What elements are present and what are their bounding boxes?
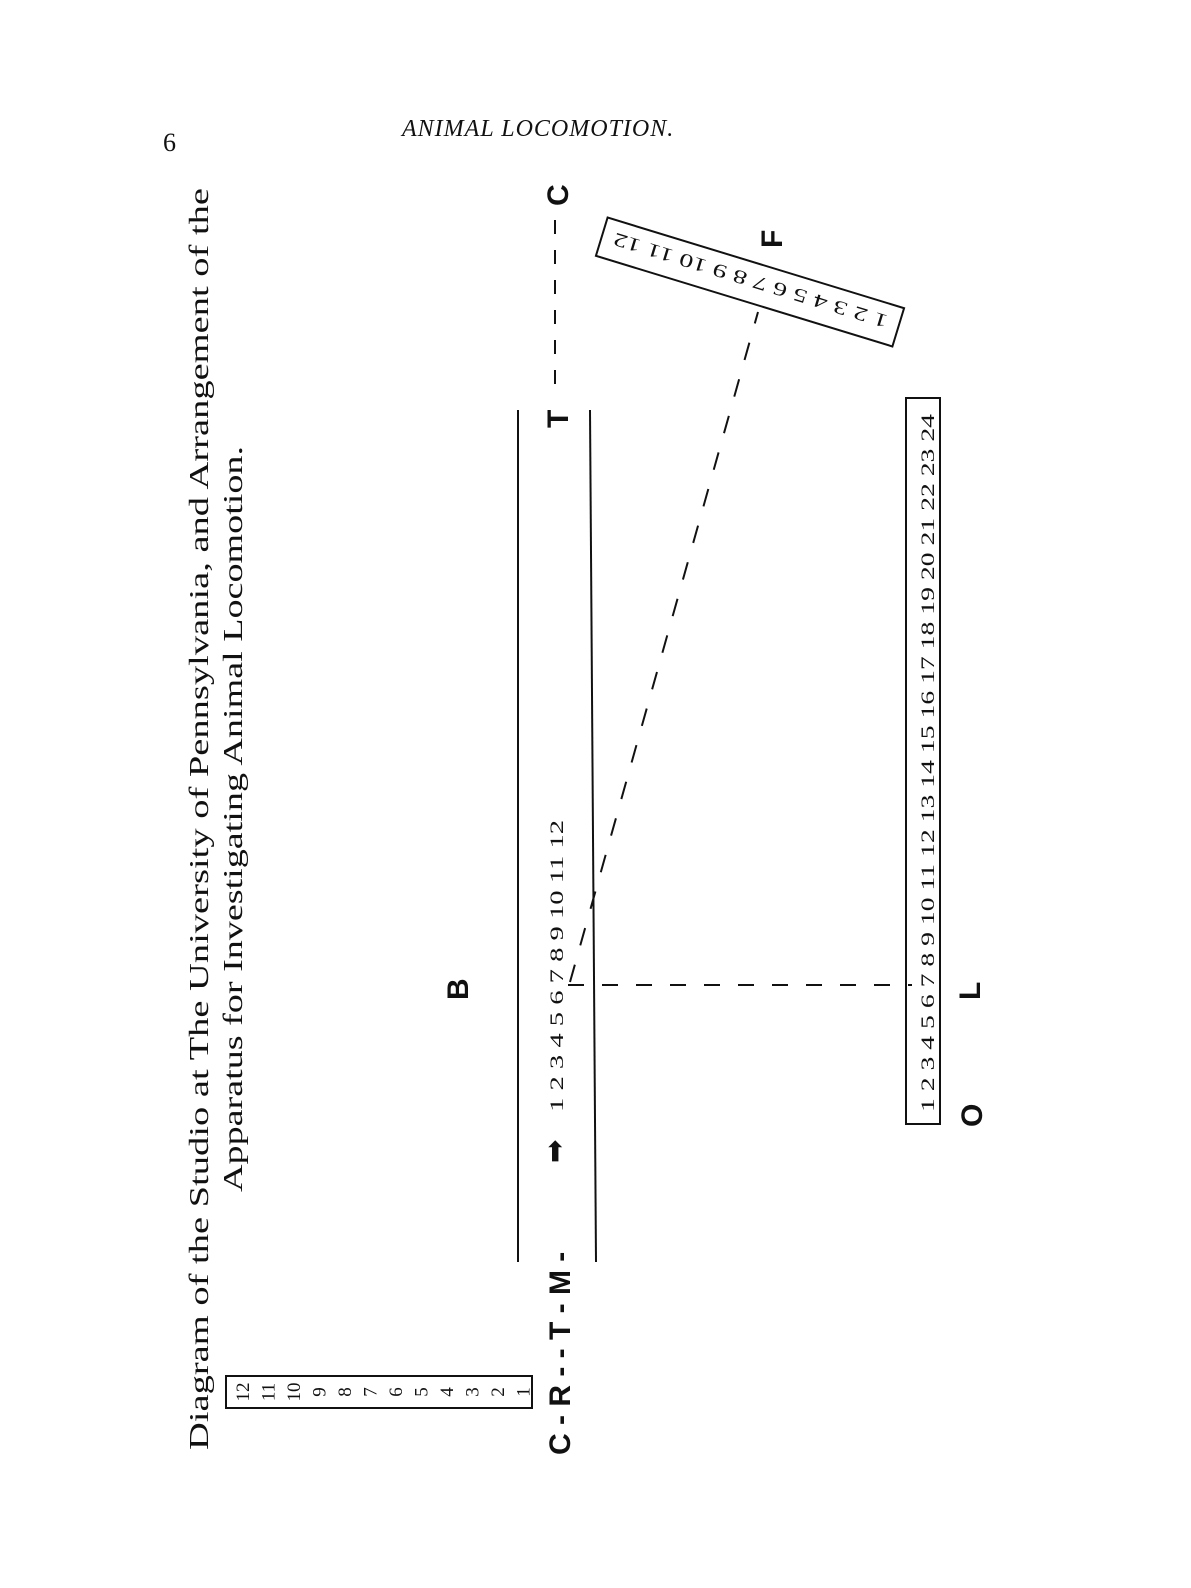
svg-text:L: L	[954, 981, 987, 1000]
left-battery-number: 8	[335, 1387, 356, 1397]
front-camera-battery	[596, 218, 904, 347]
label-l	[954, 982, 987, 1000]
track-numbers	[547, 820, 568, 1112]
dashed-line-to-front	[570, 312, 758, 982]
label-o	[956, 1104, 989, 1127]
label-b	[442, 978, 475, 1000]
left-battery-number: 5	[411, 1387, 433, 1397]
lateral-battery-numbers	[918, 413, 939, 1112]
svg-text:C - R - - T - M -: C - R - - T - M -	[544, 1251, 577, 1455]
left-battery-number: 3	[462, 1387, 484, 1397]
left-battery-number: 11	[258, 1382, 280, 1402]
diagram-title	[184, 188, 248, 1450]
diagram-title-line-1: Diagram of the Studio at The University of Pennsylvania, and Arrangement of the	[184, 564, 214, 1450]
left-battery-number: 12	[233, 1382, 254, 1402]
left-battery-numbers	[233, 1383, 535, 1402]
svg-text:1 2 3 4 5 6 7 8 9 10 11 12: 1 2 3 4 5 6 7 8 9 10 11 12	[547, 917, 568, 1112]
left-battery-number: 9	[309, 1387, 331, 1397]
left-battery-number: 2	[488, 1387, 509, 1397]
left-battery-number: 10	[284, 1382, 305, 1402]
page-number: 6	[163, 128, 176, 157]
svg-text:C: C	[542, 184, 575, 206]
left-battery-number: 1	[513, 1387, 535, 1397]
svg-text:B: B	[442, 978, 475, 1000]
diagram-title-line-2: Apparatus for Investigating Animal Locomotion.	[218, 663, 248, 1192]
label-c-top	[542, 184, 575, 206]
track-line-labels	[544, 1252, 577, 1455]
track-lower-line	[590, 410, 596, 1262]
left-battery-number: 6	[386, 1387, 407, 1397]
running-head: ANIMAL LOCOMOTION.	[402, 116, 675, 142]
svg-text:T: T	[542, 409, 575, 428]
svg-text:1 2 3 4 5 6 7 8 9 10 11 12 13: 1 2 3 4 5 6 7 8 9 10 11 12 13 14 15 16 17 18 19 20 21 22 23 24	[918, 632, 939, 1112]
label-f	[756, 230, 789, 248]
left-battery-number: 4	[437, 1387, 458, 1397]
front-battery-numbers: 1 2 3 4 5 6 7 8 9 10 11 12	[698, 254, 891, 332]
label-t-top	[542, 410, 575, 428]
left-battery-number: 7	[360, 1387, 382, 1397]
svg-text:F: F	[756, 229, 789, 248]
svg-text:O: O	[956, 1103, 989, 1127]
arrow-icon	[539, 1140, 570, 1163]
svg-text:➡: ➡	[539, 1139, 570, 1163]
